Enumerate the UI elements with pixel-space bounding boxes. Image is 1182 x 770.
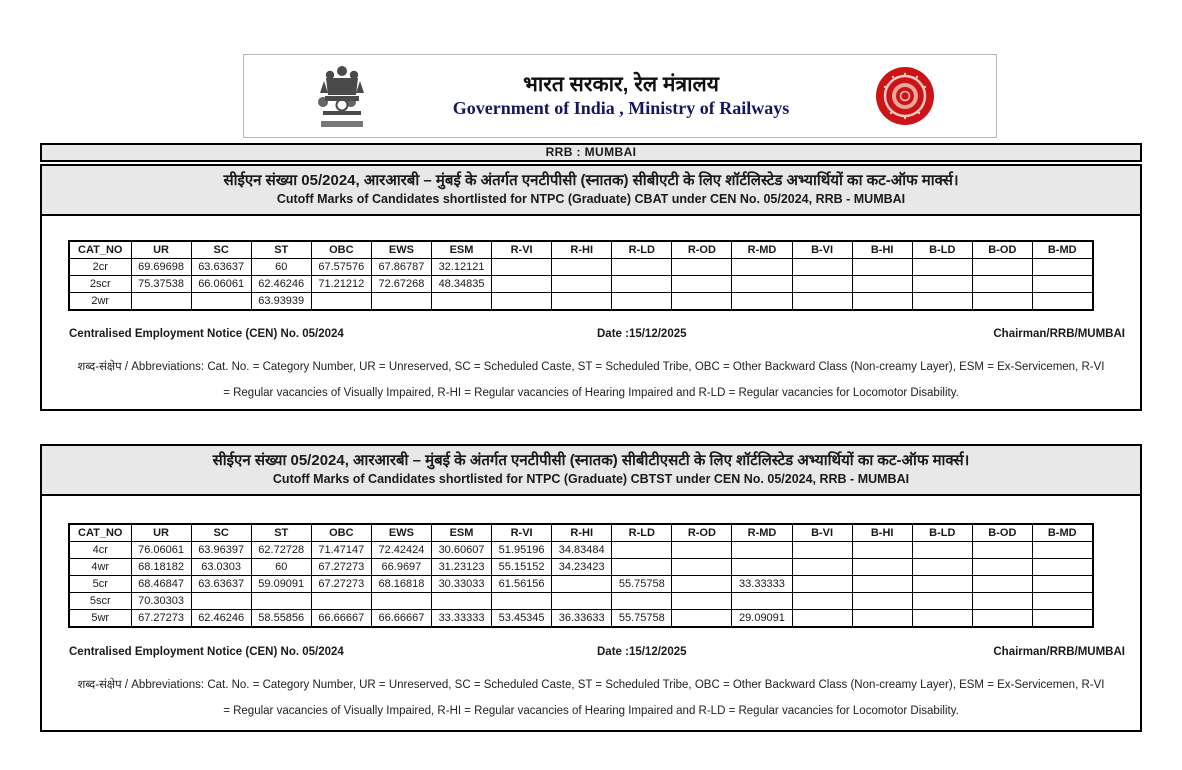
table-cell: 2cr (69, 259, 131, 276)
table-cell (672, 276, 732, 293)
table-cell (672, 559, 732, 576)
letterhead-titles (368, 72, 874, 120)
table-cell (1032, 293, 1092, 311)
table-cell (552, 576, 612, 593)
table-cell (492, 293, 552, 311)
column-header-r-ld: R-LD (612, 524, 672, 542)
section-cbtst-title-band (42, 446, 1140, 496)
table-row (69, 610, 1093, 628)
table-cell (792, 610, 852, 628)
cbat-footer-row (42, 328, 1140, 342)
abbreviations-line2: = Regular vacancies of Visually Impaired, R-HI = Regular vacancies of Hearing Impaired and R-LD = Regular vacancies for Locomotor Disability. (223, 387, 959, 399)
table-cell (972, 542, 1032, 559)
section-cbat-title-english: Cutoff Marks of Candidates shortlisted for NTPC (Graduate) CBAT under CEN No. 05/2024, RRB - MUMBAI (276, 192, 906, 207)
table-cell: 33.33333 (732, 576, 792, 593)
table-cell: 67.57576 (311, 259, 371, 276)
table-cell: 34.23423 (552, 559, 612, 576)
table-cell: 61.56156 (492, 576, 552, 593)
table-cell (431, 293, 491, 311)
table-cell (852, 259, 912, 276)
section-cbat (40, 164, 1142, 411)
table-cell (972, 276, 1032, 293)
table-cell (612, 293, 672, 311)
section-cbtst-title-english: Cutoff Marks of Candidates shortlisted for NTPC (Graduate) CBTST under CEN No. 05/2024, RRB - MUMBAI (272, 472, 910, 487)
table-cell (912, 610, 972, 628)
column-header-b-md: B-MD (1032, 524, 1092, 542)
table-cell: 67.27273 (311, 576, 371, 593)
indian-railways-logo-icon (874, 65, 936, 127)
table-row (69, 259, 1093, 276)
column-header-r-md: R-MD (732, 241, 792, 259)
column-header-r-vi: R-VI (492, 241, 552, 259)
table-cell (552, 293, 612, 311)
table-cell: 5cr (69, 576, 131, 593)
column-header-b-od: B-OD (972, 524, 1032, 542)
table-cell (311, 293, 371, 311)
table-cell (852, 559, 912, 576)
table-cell (1032, 259, 1092, 276)
table-cell (672, 593, 732, 610)
table-cell: 63.63637 (191, 576, 251, 593)
table-cell: 66.06061 (191, 276, 251, 293)
abbreviations-line1: शब्द-संक्षेप / Abbreviations: Cat. No. = Category Number, UR = Unreserved, SC = Scheduled Caste, ST = Scheduled Tribe, OBC = Other Backward Class (Non-creamy Layer), ESM = Ex-Servicemen, R-VI (77, 361, 1105, 373)
column-header-sc: SC (191, 524, 251, 542)
table-cell: 71.21212 (311, 276, 371, 293)
table-cell: 32.12121 (431, 259, 491, 276)
chairman-signature-text: Chairman/RRB/MUMBAI (993, 646, 1125, 658)
table-row (69, 593, 1093, 610)
table-cell: 30.60607 (431, 542, 491, 559)
chairman-signature-text: Chairman/RRB/MUMBAI (993, 328, 1125, 340)
table-header-row (69, 241, 1093, 259)
column-header-st: ST (251, 524, 311, 542)
table-cell (732, 293, 792, 311)
table-cell (912, 559, 972, 576)
abbreviations-line1: शब्द-संक्षेप / Abbreviations: Cat. No. = Category Number, UR = Unreserved, SC = Scheduled Caste, ST = Scheduled Tribe, OBC = Other Backward Class (Non-creamy Layer), ESM = Ex-Servicemen, R-VI (77, 679, 1105, 691)
table-cell (792, 542, 852, 559)
cbat-table-wrap (68, 240, 1094, 311)
table-cell (792, 293, 852, 311)
column-header-r-od: R-OD (672, 524, 732, 542)
table-cell (672, 610, 732, 628)
table-cell: 4cr (69, 542, 131, 559)
table-cell (792, 276, 852, 293)
date-text: Date :15/12/2025 (597, 646, 687, 658)
table-cell: 62.72728 (251, 542, 311, 559)
column-header-esm: ESM (431, 241, 491, 259)
table-cell: 72.67268 (371, 276, 431, 293)
table-cell (552, 593, 612, 610)
table-cell (251, 593, 311, 610)
cbtst-table-wrap (68, 523, 1094, 628)
column-header-b-hi: B-HI (852, 241, 912, 259)
column-header-r-ld: R-LD (612, 241, 672, 259)
table-cell (1032, 276, 1092, 293)
column-header-ur: UR (131, 241, 191, 259)
table-cell (912, 259, 972, 276)
table-cell: 63.93939 (251, 293, 311, 311)
table-cell (552, 259, 612, 276)
table-cell (972, 576, 1032, 593)
column-header-sc: SC (191, 241, 251, 259)
table-cell (612, 559, 672, 576)
table-cell (792, 559, 852, 576)
column-header-r-md: R-MD (732, 524, 792, 542)
table-cell: 66.66667 (311, 610, 371, 628)
table-cell: 2scr (69, 276, 131, 293)
column-header-obc: OBC (311, 241, 371, 259)
table-cell: 69.69698 (131, 259, 191, 276)
column-header-esm: ESM (431, 524, 491, 542)
table-cell: 58.55856 (251, 610, 311, 628)
table-cell (972, 259, 1032, 276)
table-cell: 71.47147 (311, 542, 371, 559)
table-cell: 34.83484 (552, 542, 612, 559)
table-row (69, 276, 1093, 293)
table-cell (1032, 593, 1092, 610)
table-cell (191, 593, 251, 610)
table-cell (492, 259, 552, 276)
table-cell (672, 542, 732, 559)
table-cell: 75.37538 (131, 276, 191, 293)
column-header-cat_no: CAT_NO (69, 241, 131, 259)
table-row (69, 576, 1093, 593)
cbtst-cutoff-table (68, 523, 1094, 628)
table-cell: 59.09091 (251, 576, 311, 593)
table-cell (912, 576, 972, 593)
section-cbtst-title-hindi: सीईएन संख्या 05/2024, आरआरबी – मुंबई के अंतर्गत एनटीपीसी (स्नातक) सीबीटीएसटी के लिए शॉर्टलिस्टेड अभ्यार्थियों का कट-ऑफ मार्क्स। (212, 452, 970, 469)
table-cell: 60 (251, 259, 311, 276)
date-text: Date :15/12/2025 (597, 328, 687, 340)
table-cell (131, 293, 191, 311)
cen-notice-text: Centralised Employment Notice (CEN) No. 05/2024 (69, 646, 344, 658)
table-cell: 4wr (69, 559, 131, 576)
table-cell: 67.27273 (311, 559, 371, 576)
column-header-b-ld: B-LD (912, 241, 972, 259)
table-cell: 5wr (69, 610, 131, 628)
column-header-obc: OBC (311, 524, 371, 542)
table-cell (852, 542, 912, 559)
column-header-r-hi: R-HI (552, 524, 612, 542)
table-cell (852, 276, 912, 293)
cbat-cutoff-table (68, 240, 1094, 311)
table-cell (912, 593, 972, 610)
rrb-mumbai-banner: RRB : MUMBAI (40, 143, 1142, 162)
ministry-title-hindi: भारत सरकार, रेल मंत्रालय (523, 73, 719, 97)
column-header-st: ST (251, 241, 311, 259)
column-header-b-hi: B-HI (852, 524, 912, 542)
column-header-b-md: B-MD (1032, 241, 1092, 259)
column-header-ur: UR (131, 524, 191, 542)
table-cell (672, 293, 732, 311)
table-cell (732, 542, 792, 559)
table-row (69, 542, 1093, 559)
table-cell (852, 593, 912, 610)
table-cell: 36.33633 (552, 610, 612, 628)
column-header-cat_no: CAT_NO (69, 524, 131, 542)
table-cell (1032, 542, 1092, 559)
table-row (69, 293, 1093, 311)
table-cell (912, 293, 972, 311)
table-cell (972, 610, 1032, 628)
table-cell: 5scr (69, 593, 131, 610)
table-cell: 48.34835 (431, 276, 491, 293)
table-cell (732, 276, 792, 293)
column-header-b-vi: B-VI (792, 524, 852, 542)
table-cell: 55.75758 (612, 610, 672, 628)
table-cell (492, 276, 552, 293)
table-cell (732, 259, 792, 276)
column-header-b-vi: B-VI (792, 241, 852, 259)
table-cell: 62.46246 (251, 276, 311, 293)
column-header-r-vi: R-VI (492, 524, 552, 542)
table-cell: 67.86787 (371, 259, 431, 276)
table-cell (492, 593, 552, 610)
table-cell (972, 293, 1032, 311)
table-cell (1032, 576, 1092, 593)
table-cell (972, 593, 1032, 610)
table-cell: 76.06061 (131, 542, 191, 559)
cbat-abbreviations (42, 359, 1140, 399)
ashoka-emblem-icon (316, 61, 368, 131)
cbtst-footer-row (42, 646, 1140, 660)
table-cell: 51.95196 (492, 542, 552, 559)
table-row (69, 559, 1093, 576)
table-cell: 62.46246 (191, 610, 251, 628)
ministry-title-english: Government of India , Ministry of Railways (452, 98, 790, 119)
table-cell: 66.66667 (371, 610, 431, 628)
table-cell (672, 576, 732, 593)
table-cell (371, 293, 431, 311)
table-cell (732, 559, 792, 576)
table-cell: 63.63637 (191, 259, 251, 276)
table-cell (431, 593, 491, 610)
table-cell: 68.18182 (131, 559, 191, 576)
table-cell (852, 610, 912, 628)
column-header-r-od: R-OD (672, 241, 732, 259)
table-cell: 33.33333 (431, 610, 491, 628)
table-cell (612, 542, 672, 559)
table-cell (552, 276, 612, 293)
table-cell: 68.16818 (371, 576, 431, 593)
table-cell: 60 (251, 559, 311, 576)
table-cell (191, 293, 251, 311)
table-cell (792, 259, 852, 276)
table-cell (852, 293, 912, 311)
table-cell (912, 542, 972, 559)
table-cell (1032, 610, 1092, 628)
table-header-row (69, 524, 1093, 542)
table-cell (912, 276, 972, 293)
table-cell (311, 593, 371, 610)
table-cell (612, 259, 672, 276)
table-cell (792, 576, 852, 593)
table-cell: 66.9697 (371, 559, 431, 576)
table-cell (371, 593, 431, 610)
abbreviations-line2: = Regular vacancies of Visually Impaired, R-HI = Regular vacancies of Hearing Impaired and R-LD = Regular vacancies for Locomotor Disability. (223, 705, 959, 717)
table-cell: 63.0303 (191, 559, 251, 576)
table-cell (672, 259, 732, 276)
table-cell: 67.27273 (131, 610, 191, 628)
table-cell: 70.30303 (131, 593, 191, 610)
table-cell: 29.09091 (732, 610, 792, 628)
table-cell: 53.45345 (492, 610, 552, 628)
column-header-r-hi: R-HI (552, 241, 612, 259)
table-cell (972, 559, 1032, 576)
table-cell: 63.96397 (191, 542, 251, 559)
table-cell: 2wr (69, 293, 131, 311)
table-cell: 55.15152 (492, 559, 552, 576)
table-cell (792, 593, 852, 610)
table-cell (1032, 559, 1092, 576)
table-cell (612, 276, 672, 293)
table-cell: 68.46847 (131, 576, 191, 593)
column-header-ews: EWS (371, 241, 431, 259)
table-cell: 55.75758 (612, 576, 672, 593)
table-cell (732, 593, 792, 610)
column-header-ews: EWS (371, 524, 431, 542)
cbtst-abbreviations (42, 677, 1140, 717)
table-cell: 72.42424 (371, 542, 431, 559)
section-cbat-title-band (42, 166, 1140, 216)
section-cbtst (40, 444, 1142, 732)
letterhead (243, 54, 997, 138)
table-cell: 31.23123 (431, 559, 491, 576)
table-cell: 30.33033 (431, 576, 491, 593)
column-header-b-od: B-OD (972, 241, 1032, 259)
table-cell (852, 576, 912, 593)
section-cbat-title-hindi: सीईएन संख्या 05/2024, आरआरबी – मुंबई के अंतर्गत एनटीपीसी (स्नातक) सीबीएटी के लिए शॉर्टलिस्टेड अभ्यार्थियों का कट-ऑफ मार्क्स। (223, 172, 959, 189)
column-header-b-ld: B-LD (912, 524, 972, 542)
cen-notice-text: Centralised Employment Notice (CEN) No. 05/2024 (69, 328, 344, 340)
table-cell (612, 593, 672, 610)
